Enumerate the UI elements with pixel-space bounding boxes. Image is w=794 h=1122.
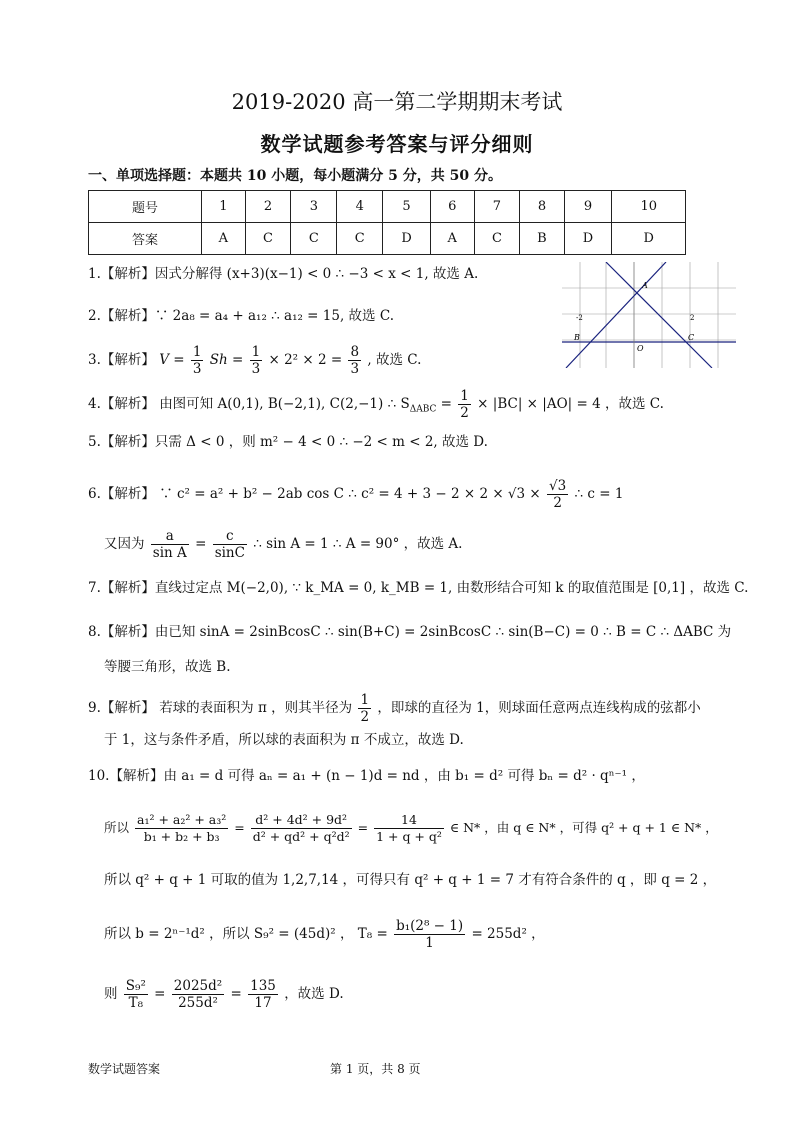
math-text: Sh =	[209, 352, 244, 368]
table-cell: D	[564, 223, 612, 255]
numerator: 14	[374, 812, 444, 829]
solution-8-continued	[104, 657, 231, 677]
table-cell: C	[291, 223, 337, 255]
table-cell: 9	[564, 191, 612, 223]
fraction	[251, 812, 352, 845]
page-number: 第 1 页，共 8 页	[330, 1062, 421, 1076]
numerator: 1	[360, 692, 370, 708]
solution-label: 9.【解析】	[88, 700, 155, 716]
fraction	[374, 812, 444, 845]
denominator: 1	[425, 935, 434, 951]
solution-label: 7.【解析】	[88, 580, 155, 596]
denominator: sinC	[214, 545, 245, 561]
document-subtitle: 数学试题参考答案与评分细则	[260, 132, 534, 156]
table-cell: B	[520, 223, 564, 255]
section-heading: 一、单项选择题：本题共 10 小题，每小题满分 5 分，共 50 分。	[88, 168, 502, 184]
solution-text: × |BC| × |AO| = 4 ，故选 C.	[477, 396, 664, 412]
solution-text: ∴ c = 1	[574, 486, 624, 502]
solution-6	[88, 478, 623, 511]
fraction	[151, 528, 189, 561]
solution-6-continued	[104, 528, 462, 561]
math-text: =	[234, 820, 245, 835]
denominator: 1 + q + q²	[376, 829, 442, 844]
table-cell: 1	[202, 191, 246, 223]
table-cell: 8	[520, 191, 564, 223]
table-cell: C	[245, 223, 291, 255]
fraction	[124, 978, 148, 1011]
denominator: d² + qd² + q²d²	[252, 829, 350, 844]
numerator: 1	[251, 344, 261, 360]
denominator: 3	[192, 361, 202, 377]
fraction	[213, 528, 247, 561]
numerator: 135	[250, 978, 276, 994]
table-cell: A	[431, 223, 475, 255]
numerator: a₁² + a₂² + a₃²	[137, 812, 227, 827]
solution-text: 所以	[104, 820, 130, 835]
solution-10	[88, 766, 645, 786]
table-row-answers	[89, 223, 686, 255]
solution-label: 1.【解析】	[88, 266, 155, 282]
solution-text: , 故选 C.	[367, 352, 422, 368]
solution-5	[88, 432, 488, 452]
coordinate-graph	[562, 262, 736, 368]
denominator: 2	[553, 495, 562, 511]
numerator: 1	[460, 388, 469, 404]
fraction	[172, 978, 224, 1011]
line-right	[606, 262, 712, 368]
label-b: B	[574, 333, 580, 342]
table-row-numbers	[89, 191, 686, 223]
numerator: 2025d²	[173, 978, 223, 994]
solution-text: 所以 q² + q + 1 可取的值为 1,2,7,14 ，可得只有 q² + q + 1 = 7 才有符合条件的 q ，即 q = 2 ，	[104, 872, 717, 888]
solution-10-line5	[104, 978, 344, 1011]
solution-text: ∵ 2a₈ = a₄ + a₁₂ ∴ a₁₂ = 15, 故选 C.	[154, 308, 394, 324]
table-cell: C	[474, 223, 520, 255]
solution-text: 所以 b = 2ⁿ⁻¹d² ，所以 S₉² = (45d)² ， T₈ =	[104, 926, 388, 942]
table-cell: 5	[383, 191, 431, 223]
numerator: S₉²	[125, 978, 146, 994]
solution-text: 只需 Δ < 0 ，则 m² − 4 < 0 ∴ −2 < m < 2, 故选 D.	[154, 434, 488, 450]
fraction	[458, 388, 471, 421]
table-cell: A	[202, 223, 246, 255]
solution-text: 则	[104, 986, 118, 1002]
solution-label: 4.【解析】	[88, 396, 155, 412]
numerator: a	[151, 528, 189, 545]
table-cell: 10	[612, 191, 686, 223]
fraction	[358, 692, 371, 725]
label-c: C	[688, 333, 695, 342]
solution-text: 由图可知 A(0,1), B(−2,1), C(2,−1) ∴ S	[159, 396, 410, 412]
denominator: 17	[254, 995, 272, 1011]
solution-text: ∴ sin A = 1 ∴ A = 90° ，故选 A.	[253, 536, 463, 552]
solution-label: 3.【解析】	[88, 352, 155, 368]
solution-text: = 255d² ，	[471, 926, 545, 942]
numerator: 8	[350, 344, 360, 360]
solution-text: 直线过定点 M(−2,0), ∵ k_MA = 0, k_MB = 1, 由数形结合可知 k 的取值范围是 [0,1] ，故选 C.	[154, 580, 749, 596]
solution-9-continued	[104, 730, 464, 750]
tick-pos2: 2	[690, 314, 695, 322]
fraction	[348, 344, 361, 377]
answer-table	[88, 190, 686, 255]
solution-10-line4	[104, 918, 545, 951]
solution-2	[88, 306, 394, 326]
solution-1	[88, 264, 478, 284]
subscript: ΔABC	[409, 404, 437, 415]
denominator: b₁ + b₂ + b₃	[143, 829, 220, 844]
table-cell: D	[612, 223, 686, 255]
numerator: b₁(2⁸ − 1)	[396, 918, 464, 934]
solution-label: 5.【解析】	[88, 434, 155, 450]
fraction	[135, 812, 228, 845]
solution-text: 等腰三角形，故选 B.	[104, 659, 231, 675]
solution-text: 若球的表面积为 π ，则其半径为	[159, 700, 353, 716]
solution-10-line2	[104, 812, 718, 845]
solution-4	[88, 388, 664, 421]
grid-lines	[562, 262, 736, 368]
exam-title: 2019-2020 高一第二学期期末考试	[231, 90, 563, 114]
numerator: d² + 4d² + 9d²	[251, 812, 352, 829]
solution-label: 2.【解析】	[88, 308, 155, 324]
solution-label: 8.【解析】	[88, 624, 155, 640]
solution-text: 由已知 sinA = 2sinBcosC ∴ sin(B+C) = 2sinBcosC ∴ sin(B−C) = 0 ∴ B = C ∴ ΔABC 为	[154, 624, 732, 640]
footer-left: 数学试题答案	[88, 1062, 161, 1076]
solution-text: 于 1，这与条件矛盾，所以球的表面积为 π 不成立，故选 D.	[104, 732, 464, 748]
solution-text: 又因为	[104, 536, 145, 552]
table-cell: 3	[291, 191, 337, 223]
numerator: 1	[192, 344, 202, 360]
math-text: =	[230, 986, 242, 1002]
table-cell: C	[337, 223, 383, 255]
solution-text: 由 a₁ = d 可得 aₙ = a₁ + (n − 1)d = nd ，由 b₁ = d² 可得 bₙ = d² · qⁿ⁻¹ ，	[163, 768, 645, 784]
fraction	[191, 344, 204, 377]
math-text: V =	[159, 352, 185, 368]
solution-text: ，即球的直径为 1，则球面任意两点连线构成的弦都小	[377, 700, 701, 716]
numerator: c	[213, 528, 247, 545]
solution-text: ，故选 D.	[284, 986, 344, 1002]
table-cell: 6	[431, 191, 475, 223]
math-text: × 2² × 2 =	[268, 352, 343, 368]
solution-label: 6.【解析】	[88, 486, 155, 502]
row-label: 答案	[89, 223, 202, 255]
denominator: 3	[251, 361, 261, 377]
math-text: =	[436, 396, 452, 412]
table-cell: 4	[337, 191, 383, 223]
fraction	[547, 478, 568, 511]
solution-10-line3	[104, 870, 716, 890]
row-label: 题号	[89, 191, 202, 223]
denominator: 2	[360, 709, 370, 725]
solution-text: ∈ N* ，由 q ∈ N* ，可得 q² + q + 1 ∈ N* ，	[449, 820, 718, 835]
fraction	[394, 918, 465, 951]
table-cell: 7	[474, 191, 520, 223]
solution-7	[88, 578, 748, 598]
denominator: T₈	[128, 995, 144, 1011]
solution-9	[88, 692, 701, 725]
table-cell: D	[383, 223, 431, 255]
label-a: A	[642, 281, 648, 290]
fraction	[248, 978, 278, 1011]
table-cell: 2	[245, 191, 291, 223]
denominator: sin A	[152, 545, 187, 561]
denominator: 255d²	[178, 995, 218, 1011]
math-text: =	[357, 820, 369, 835]
denominator: 3	[350, 361, 360, 377]
solution-label: 10.【解析】	[88, 768, 164, 784]
math-text: =	[154, 986, 166, 1002]
solution-3	[88, 344, 421, 377]
solution-text: ∵ c² = a² + b² − 2ab cos C ∴ c² = 4 + 3 − 2 × 2 × √3 ×	[159, 486, 541, 502]
label-o: O	[637, 344, 644, 353]
denominator: 2	[460, 405, 469, 421]
math-text: =	[195, 536, 207, 552]
fraction	[250, 344, 263, 377]
solution-text: 因式分解得 (x+3)(x−1) < 0 ∴ −3 < x < 1, 故选 A.	[154, 266, 479, 282]
numerator: √3	[549, 478, 567, 494]
solution-8	[88, 622, 731, 642]
tick-neg2: -2	[576, 314, 583, 322]
